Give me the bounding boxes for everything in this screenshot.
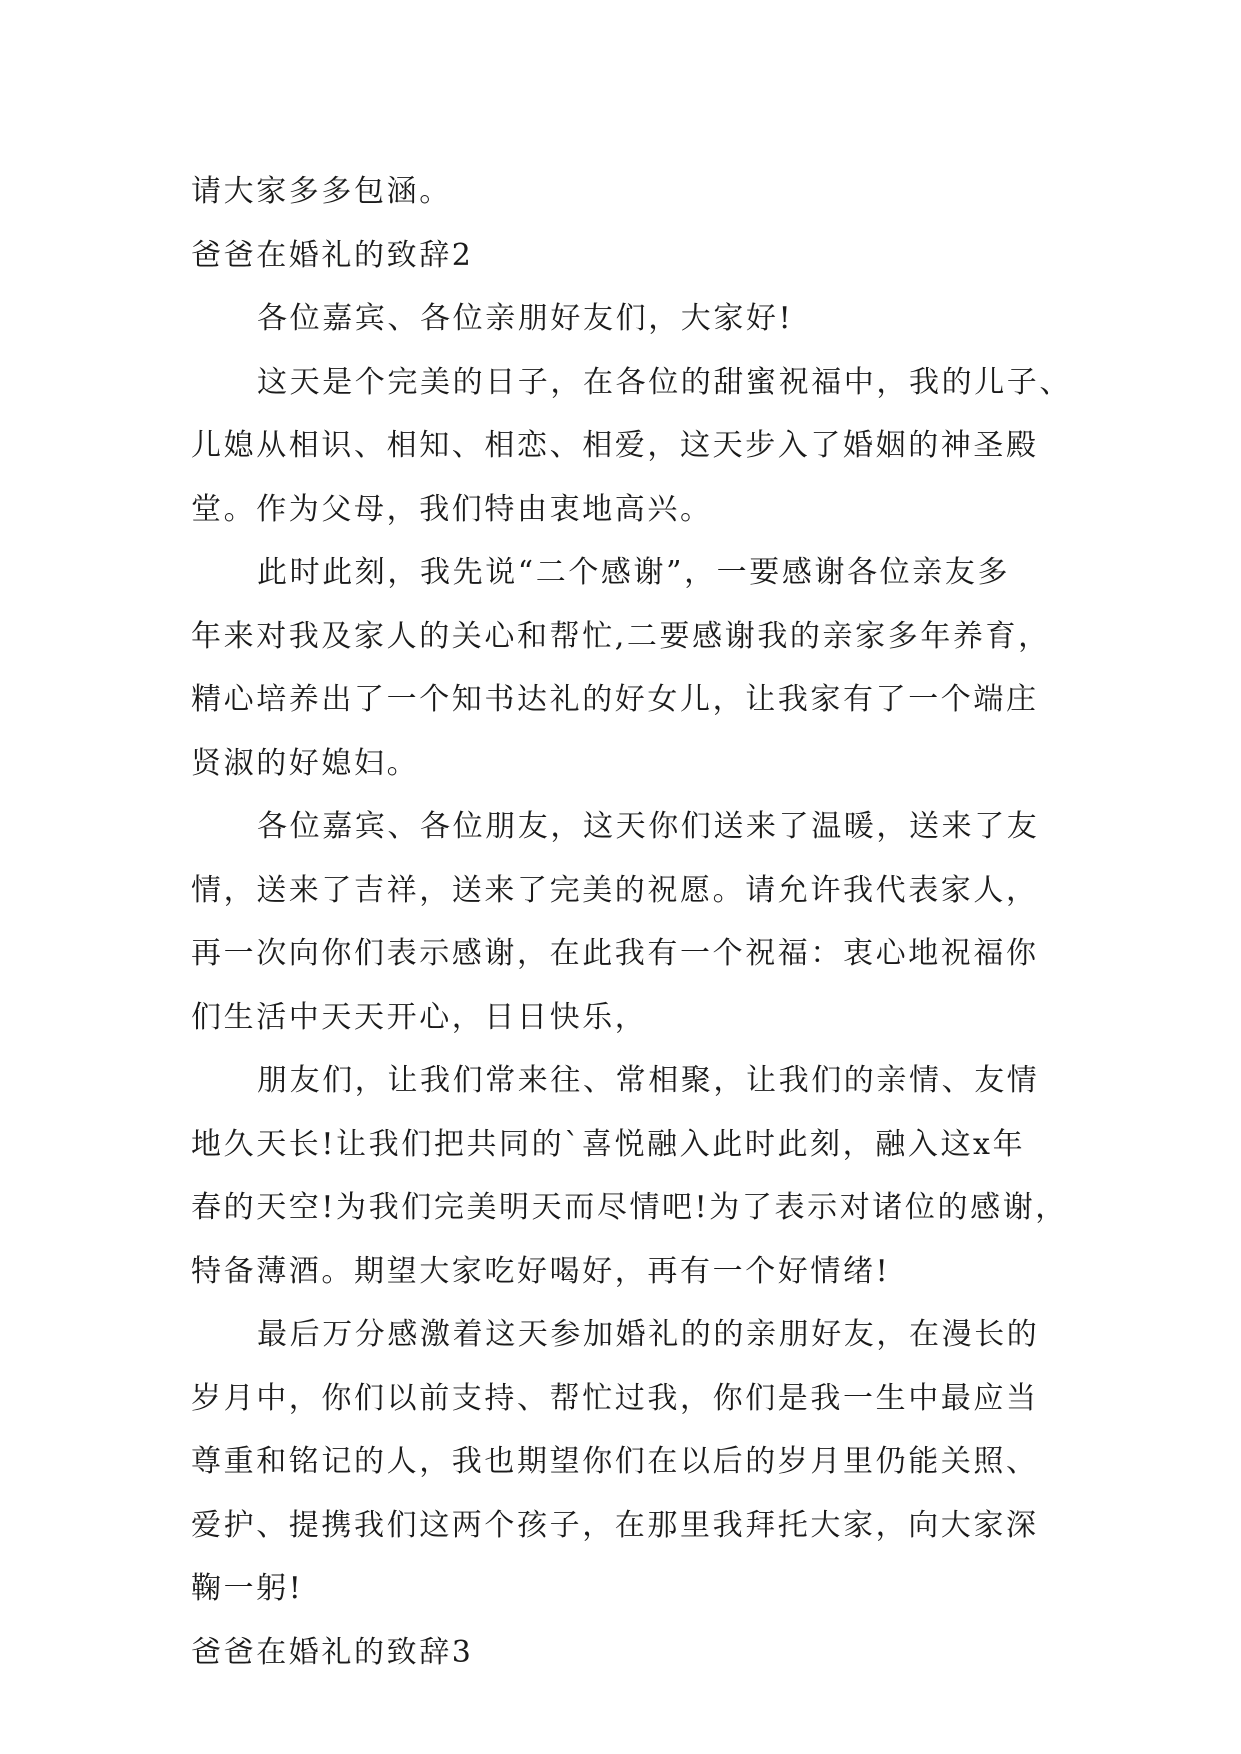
paragraph-line: 岁月中，你们以前支持、帮忙过我，你们是我一生中最应当	[191, 1380, 1039, 1416]
paragraph-line: 堂。作为父母，我们特由衷地高兴。	[191, 491, 713, 527]
section-heading: 爸爸在婚礼的致辞2	[191, 237, 474, 273]
paragraph-line: 爱护、提携我们这两个孩子，在那里我拜托大家，向大家深	[191, 1507, 1039, 1543]
paragraph-line: 再一次向你们表示感谢，在此我有一个祝福：衷心地祝福你	[191, 936, 1039, 971]
paragraph-line: 精心培养出了一个知书达礼的好女儿，让我家有了一个端庄	[191, 682, 1039, 717]
paragraph-line: 鞠一躬!	[191, 1571, 304, 1606]
paragraph-line: 各位嘉宾、各位亲朋好友们，大家好!	[257, 301, 794, 336]
paragraph-line: 春的天空!为我们完美明天而尽情吧!为了表示对诸位的感谢，	[191, 1190, 1068, 1225]
paragraph-line: 此时此刻，我先说“二个感谢”，一要感谢各位亲友多	[257, 555, 1011, 590]
paragraph-line: 各位嘉宾、各位朋友，这天你们送来了温暖，送来了友	[257, 809, 1040, 844]
paragraph-line: 最后万分感激着这天参加婚礼的的亲朋好友，在漫长的	[257, 1317, 1040, 1352]
paragraph-line: 请大家多多包涵。	[191, 174, 452, 209]
paragraph-line: 这天是个完美的日子，在各位的甜蜜祝福中，我的儿子、	[257, 364, 1072, 400]
paragraph-line: 地久天长!让我们把共同的`喜悦融入此时此刻，融入这x年	[191, 1126, 1026, 1162]
section-heading: 爸爸在婚礼的致辞3	[191, 1634, 474, 1670]
paragraph-line: 情，送来了吉祥，送来了完美的祝愿。请允许我代表家人，	[191, 872, 1039, 908]
paragraph-line: 年来对我及家人的关心和帮忙,二要感谢我的亲家多年养育，	[191, 618, 1051, 654]
paragraph-line: 儿媳从相识、相知、相恋、相爱，这天步入了婚姻的神圣殿	[191, 428, 1039, 463]
document-body	[191, 160, 1072, 1684]
paragraph-line: 尊重和铭记的人，我也期望你们在以后的岁月里仍能关照、	[191, 1444, 1039, 1479]
paragraph-line: 们生活中天天开心，日日快乐，	[191, 999, 648, 1035]
paragraph-line: 贤淑的好媳妇。	[191, 745, 420, 781]
paragraph-line: 朋友们，让我们常来往、常相聚，让我们的亲情、友情	[257, 1063, 1040, 1098]
paragraph-line: 特备薄酒。期望大家吃好喝好，再有一个好情绪!	[191, 1253, 891, 1289]
